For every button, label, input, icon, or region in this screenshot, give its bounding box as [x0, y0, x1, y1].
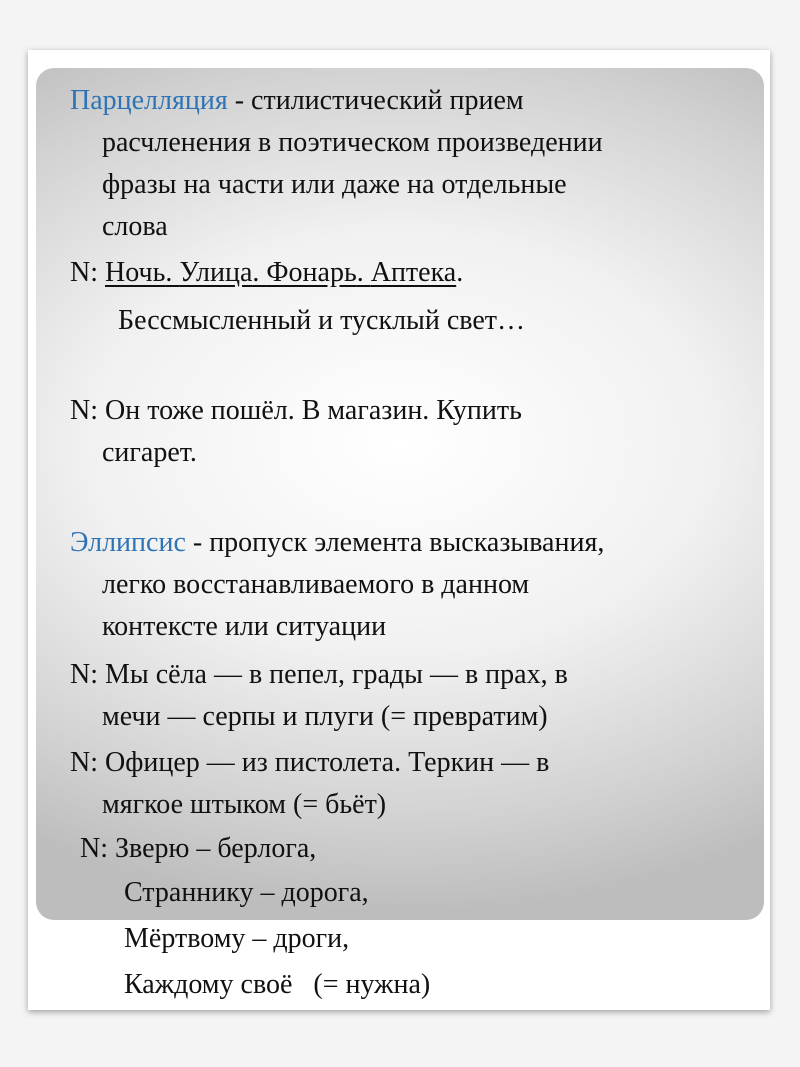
ellipsis-definition-text: - пропуск элемента высказывания,	[185, 527, 605, 558]
example-2-line-1: N: Он тоже пошёл. В магазин. Купить	[70, 395, 522, 426]
example-1-period: .	[456, 257, 464, 288]
example-5-line-2: Страннику – дорога,	[124, 877, 369, 908]
ellipsis-definition-line-3: контексте или ситуации	[102, 611, 387, 642]
example-5-line-4: Каждому своё (= нужна)	[124, 969, 431, 1000]
ellipsis-term: Эллипсис	[70, 527, 186, 558]
example-1-line-1	[70, 252, 463, 294]
example-5-line-1: N: Зверю – берлога,	[80, 833, 317, 864]
example-1-separator-2: .	[252, 257, 267, 288]
example-1-word-pharmacy: Аптека	[370, 257, 457, 288]
parcellation-definition-line-2: расчленения в поэтическом произведении	[102, 127, 603, 158]
example-4-line-2: мягкое штыком (= бьёт)	[102, 789, 387, 820]
example-1-word-street: Улица	[179, 257, 253, 288]
example-2-line-2: сигарет.	[102, 437, 197, 468]
parcellation-definition-line-1	[70, 80, 524, 122]
example-3-line-1: N: Мы сёла — в пепел, грады — в прах, в	[70, 659, 568, 690]
parcellation-definition-line-3: фразы на части или даже на отдельные	[102, 169, 567, 200]
example-1-separator-3: .	[356, 257, 371, 288]
parcellation-definition-line-4: слова	[102, 211, 168, 242]
ellipsis-definition-line-2: легко восстанавливаемого в данном	[102, 569, 530, 600]
example-5-line-3: Мёртвому – дроги,	[124, 923, 350, 954]
example-1-separator-1: .	[165, 257, 180, 288]
parcellation-term: Парцелляция	[70, 85, 228, 116]
example-1-line-2: Бессмысленный и тусклый свет…	[118, 305, 525, 336]
example-3-line-2: мечи — серпы и плуги (= превратим)	[102, 701, 548, 732]
example-1-word-night: Ночь	[105, 257, 166, 288]
example-1-prefix: N:	[70, 257, 105, 288]
parcellation-definition-text: - стилистический прием	[227, 85, 524, 116]
ellipsis-definition-line-1	[70, 522, 604, 564]
example-1-word-lamp: Фонарь	[266, 257, 357, 288]
example-4-line-1: N: Офицер — из пистолета. Теркин — в	[70, 747, 550, 778]
